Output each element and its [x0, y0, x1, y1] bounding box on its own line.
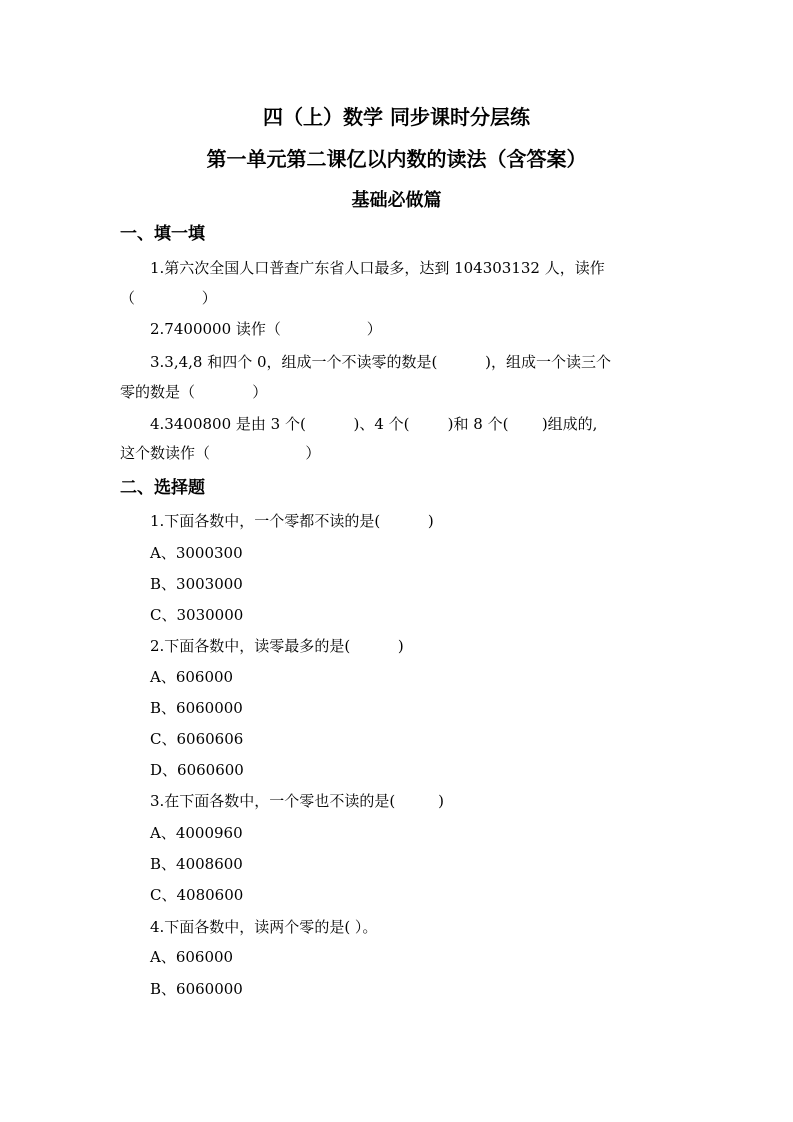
choice-option: C、4080600: [150, 886, 244, 904]
section-heading-fill-in: 一、填一填: [120, 224, 205, 244]
fill-question-2: 2.7400000 读作（ ）: [150, 320, 382, 338]
level-subtitle: 基础必做篇: [351, 190, 442, 211]
choice-option: A、4000960: [150, 824, 243, 842]
choice-option: B、6060000: [150, 980, 243, 998]
choice-option: D、6060600: [150, 761, 244, 779]
choice-option: A、3000300: [150, 544, 243, 562]
choice-option: B、6060000: [150, 699, 243, 717]
fill-question-4-continued: 这个数读作（ ）: [120, 444, 321, 462]
fill-question-4: 4.3400800 是由 3 个( )、4 个( )和 8 个( )组成的,: [150, 415, 598, 433]
lesson-title: 第一单元第二课亿以内数的读法（含答案）: [206, 147, 587, 171]
choice-option: B、3003000: [150, 575, 243, 593]
choice-question-1: 1.下面各数中，一个零都不读的是( ): [150, 512, 434, 530]
document-title: 四（上）数学 同步课时分层练: [263, 105, 530, 129]
choice-option: C、6060606: [150, 730, 244, 748]
fill-question-3: 3.3,4,8 和四个 0，组成一个不读零的数是( )，组成一个读三个: [150, 353, 611, 371]
choice-option: B、4008600: [150, 855, 243, 873]
section-heading-multiple-choice: 二、选择题: [120, 478, 205, 498]
fill-question-3-continued: 零的数是（ ）: [120, 383, 268, 401]
choice-question-4: 4.下面各数中，读两个零的是( ）。: [150, 918, 378, 936]
choice-option: C、3030000: [150, 606, 244, 624]
choice-option: A、606000: [150, 948, 234, 966]
fill-question-1-answer-blank: （ ）: [120, 289, 217, 307]
choice-question-3: 3.在下面各数中，一个零也不读的是( ): [150, 792, 444, 810]
choice-option: A、606000: [150, 668, 234, 686]
choice-question-2: 2.下面各数中，读零最多的是( ): [150, 637, 404, 655]
fill-question-1: 1.第六次全国人口普查广东省人口最多，达到 104303132 人，读作: [150, 259, 605, 277]
